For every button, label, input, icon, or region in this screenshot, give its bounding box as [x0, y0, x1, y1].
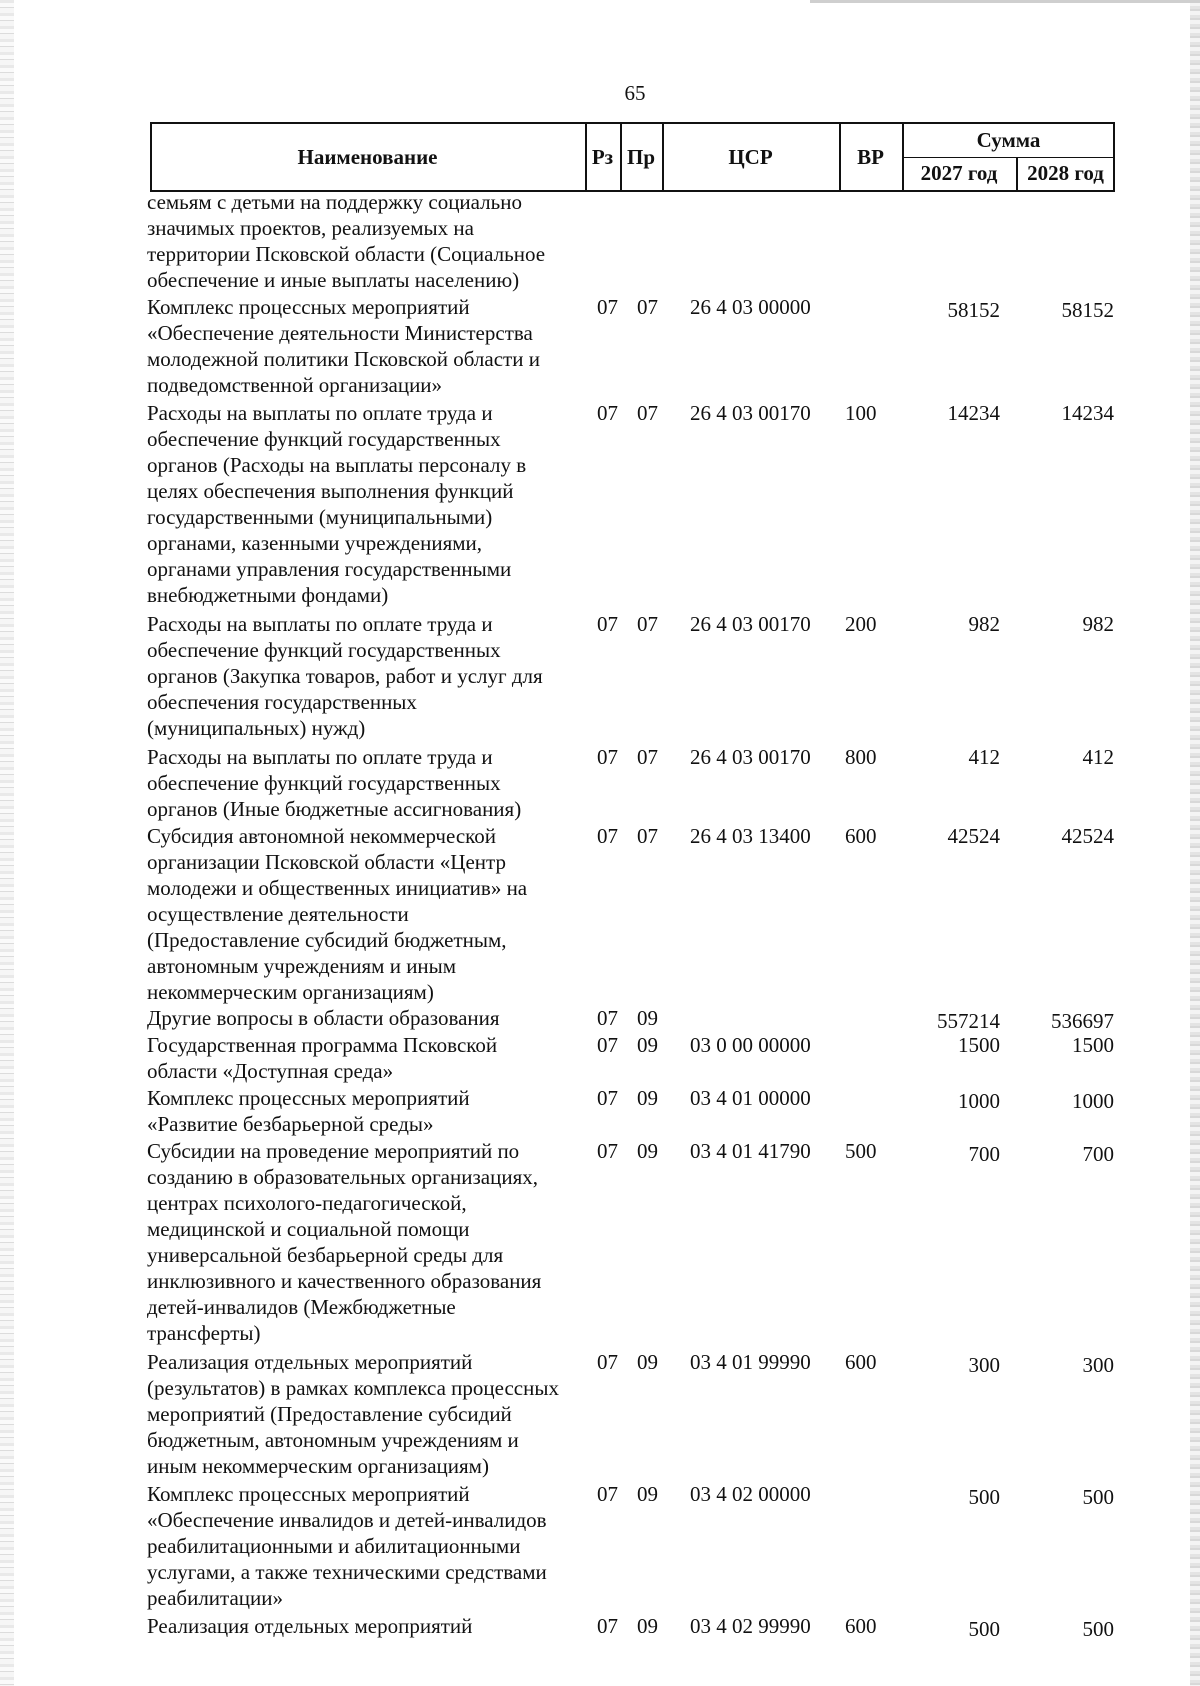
row-sum-2028: 300 — [1082, 1353, 1114, 1377]
row-pr: 07 — [637, 745, 658, 769]
row-name: Государственная программа Псковской области «Доступная среда» — [147, 1033, 498, 1083]
row-rz: 07 — [597, 401, 618, 425]
header-vr: ВР — [857, 144, 884, 169]
row-sum-2028: 1500 — [1072, 1033, 1114, 1057]
row-vr: 200 — [845, 612, 877, 636]
row-rz: 07 — [597, 1033, 618, 1057]
row-pr: 07 — [637, 295, 658, 319]
header-sum: Сумма — [976, 128, 1041, 152]
row-csr: 03 4 02 00000 — [690, 1482, 811, 1506]
row-vr: 500 — [845, 1139, 877, 1163]
row-sum-2027: 500 — [968, 1617, 1000, 1641]
row-rz: 07 — [597, 745, 618, 769]
row-name: Субсидия автономной некоммерческой организации Псковской области «Центр молодежи и общественных инициатив» на осуществление деятельности (Предоставление субсидий бюджетным, автономным учреждениям и иным некоммерческим организациям) — [147, 824, 528, 1004]
header-name: Наименование — [297, 144, 438, 169]
row-sum-2028: 1000 — [1072, 1089, 1114, 1113]
row-vr: 600 — [845, 824, 877, 848]
row-pr: 09 — [637, 1350, 658, 1374]
row-rz: 07 — [597, 1139, 618, 1163]
header-pr: Пр — [626, 144, 655, 169]
header-rz: Рз — [591, 144, 614, 169]
row-name: Комплекс процессных мероприятий «Развитие безбарьерной среды» — [147, 1086, 470, 1136]
row-name: Расходы на выплаты по оплате труда и обеспечение функций государственных органов (Иные бюджетные ассигнования) — [147, 745, 522, 821]
row-csr: 03 4 02 99990 — [690, 1614, 811, 1638]
row-rz: 07 — [597, 1086, 618, 1110]
row-sum-2027: 58152 — [947, 298, 1000, 322]
row-sum-2027: 557214 — [937, 1009, 1000, 1033]
row-sum-2028: 500 — [1082, 1617, 1114, 1641]
row-sum-2028: 536697 — [1051, 1009, 1114, 1033]
row-pr: 09 — [637, 1086, 658, 1110]
row-rz: 07 — [597, 612, 618, 636]
row-name: Субсидии на проведение мероприятий по созданию в образовательных организациях, центрах психолого-педагогической, медицинской и социальной помощи универсальной безбарьерной среды для инклюзивного и качественного образования детей-инвалидов (Межбюджетные трансферты) — [147, 1139, 542, 1345]
row-csr: 03 4 01 00000 — [690, 1086, 811, 1110]
row-csr: 26 4 03 13400 — [690, 824, 811, 848]
row-name: Другие вопросы в области образования — [147, 1006, 500, 1030]
row-sum-2028: 42524 — [1061, 824, 1114, 848]
row-vr: 600 — [845, 1614, 877, 1638]
row-csr: 03 0 00 00000 — [690, 1033, 811, 1057]
header-csr: ЦСР — [728, 144, 773, 169]
row-sum-2027: 14234 — [947, 401, 1000, 425]
header-year-2028: 2028 год — [1027, 161, 1104, 185]
header-year-2027: 2027 год — [920, 161, 998, 185]
row-vr: 600 — [845, 1350, 877, 1374]
row-vr: 100 — [845, 401, 877, 425]
row-rz: 07 — [597, 1482, 618, 1506]
row-sum-2027: 1500 — [958, 1033, 1000, 1057]
row-rz: 07 — [597, 1350, 618, 1374]
row-vr: 800 — [845, 745, 877, 769]
row-sum-2028: 500 — [1082, 1485, 1114, 1509]
row-sum-2027: 500 — [968, 1485, 1000, 1509]
row-pr: 09 — [637, 1006, 658, 1030]
row-sum-2028: 14234 — [1061, 401, 1114, 425]
row-rz: 07 — [597, 295, 618, 319]
row-name: Комплекс процессных мероприятий «Обеспечение инвалидов и детей-инвалидов реабилитационными и абилитационными услугами, а также техническими средствами реабилитации» — [147, 1482, 547, 1610]
row-pr: 07 — [637, 824, 658, 848]
row-csr: 26 4 03 00000 — [690, 295, 811, 319]
row-sum-2027: 300 — [968, 1353, 1000, 1377]
row-csr: 26 4 03 00170 — [690, 401, 811, 425]
row-name: Расходы на выплаты по оплате труда и обеспечение функций государственных органов (Закупка товаров, работ и услуг для обеспечения государственных (муниципальных) нужд) — [147, 612, 543, 740]
row-csr: 03 4 01 41790 — [690, 1139, 811, 1163]
row-pr: 09 — [637, 1139, 658, 1163]
row-name: Расходы на выплаты по оплате труда и обеспечение функций государственных органов (Расходы на выплаты персоналу в целях обеспечения выполнения функций государственными (муниципальными) органами, казенными учреждениями, органами управления государственными внебюджетными фондами) — [147, 401, 527, 607]
page-number: 65 — [624, 81, 646, 105]
row-csr: 26 4 03 00170 — [690, 745, 811, 769]
row-sum-2027: 982 — [968, 612, 1000, 636]
row-rz: 07 — [597, 824, 618, 848]
row-rz: 07 — [597, 1006, 618, 1030]
row-pr: 09 — [637, 1482, 658, 1506]
row-name: семьям с детьми на поддержку социально значимых проектов, реализуемых на территории Псковской области (Социальное обеспечение и иные выплаты населению) — [147, 190, 546, 292]
row-name: Реализация отдельных мероприятий (результатов) в рамках комплекса процессных мероприятий (Предоставление субсидий бюджетным, автономным учреждениям и иным некоммерческим организациям) — [147, 1350, 559, 1478]
row-name: Реализация отдельных мероприятий — [147, 1614, 473, 1638]
row-sum-2028: 412 — [1082, 745, 1114, 769]
row-sum-2028: 982 — [1082, 612, 1114, 636]
row-sum-2027: 42524 — [947, 824, 1000, 848]
row-sum-2027: 1000 — [958, 1089, 1000, 1113]
row-sum-2028: 58152 — [1061, 298, 1114, 322]
row-rz: 07 — [597, 1614, 618, 1638]
row-sum-2027: 412 — [968, 745, 1000, 769]
row-pr: 09 — [637, 1614, 658, 1638]
row-sum-2027: 700 — [968, 1142, 1000, 1166]
row-pr: 07 — [637, 612, 658, 636]
row-csr: 26 4 03 00170 — [690, 612, 811, 636]
row-pr: 07 — [637, 401, 658, 425]
row-name: Комплекс процессных мероприятий «Обеспечение деятельности Министерства молодежной политики Псковской области и подведомственной организации» — [147, 295, 540, 397]
row-csr: 03 4 01 99990 — [690, 1350, 811, 1374]
row-pr: 09 — [637, 1033, 658, 1057]
row-sum-2028: 700 — [1082, 1142, 1114, 1166]
